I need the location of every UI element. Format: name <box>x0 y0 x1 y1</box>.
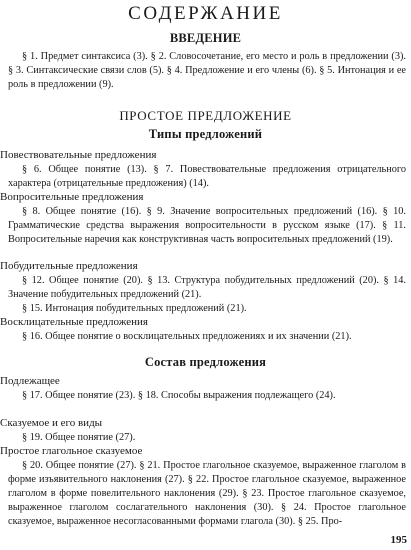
interrogative-paragraph: § 8. Общее понятие (16). § 9. Значение вопросительных предложений (16). § 10. Грамматические средства выражения вопросительности в русском языке (17). § 11. Вопросительные наречия как конструктивная часть вопросительных предложений (19). <box>8 206 406 245</box>
predicate-paragraph: § 19. Общее понятие (27). <box>22 432 136 443</box>
introduction-paragraph: § 1. Предмет синтаксиса (3). § 2. Словосочетание, его место и роль в предложении (3). § 3. Синтаксические связи слов (5). § 4. Предложение и его члены (6). § 5. Интонация и ее роль в предложении (9). <box>8 51 406 90</box>
exclamatory-paragraph: § 16. Общее понятие о восклицательных предложениях и их значении (21). <box>22 331 352 342</box>
declarative-paragraph: § 6. Общее понятие (13). § 7. Повествовательные предложения отрицательного характера (отрицательные предложения) (14). <box>8 164 406 189</box>
introduction-heading: ВВЕДЕНИЕ <box>169 31 242 45</box>
subject-label: Подлежащее <box>0 375 60 387</box>
declarative-label: Повествовательные предложения <box>0 149 157 161</box>
simple-verbal-paragraph: § 20. Общее понятие (27). § 21. Простое глагольное сказуемое, выраженное глаголом в форме изъявительного наклонения (27). § 22. Простое глагольное сказуемое, выраженное глаголом в форме повелительного наклонения (29). § 23. Простое глагольное сказуемое, выраженное глаголом сослагательного наклонения (30). § 24. Простое глагольное сказуемое, выраженное несогласованными формами глагола (30). § 25. Про- <box>8 460 406 527</box>
page-title: СОДЕРЖАНИЕ <box>128 3 283 24</box>
predicate-label: Сказуемое и его виды <box>0 417 103 429</box>
page-number: 195 <box>390 534 407 546</box>
simple-sentence-heading: ПРОСТОЕ ПРЕДЛОЖЕНИЕ <box>119 108 292 123</box>
sentence-types-heading: Типы предложений <box>148 127 263 141</box>
interrogative-label: Вопросительные предложения <box>0 191 144 203</box>
exclamatory-label: Восклицательные предложения <box>0 316 148 328</box>
subject-paragraph: § 17. Общее понятие (23). § 18. Способы выражения подлежащего (24). <box>22 390 336 401</box>
simple-verbal-label: Простое глагольное сказуемое <box>0 445 143 457</box>
imperative-paragraph-2: § 15. Интонация побудительных предложений (21). <box>22 303 247 314</box>
composition-heading: Состав предложения <box>144 355 267 369</box>
imperative-paragraph: § 12. Общее понятие (20). § 13. Структура побудительных предложений (20). § 14. Значение побудительных предложений (21). <box>8 275 406 300</box>
imperative-label: Побудительные предложения <box>0 260 138 272</box>
